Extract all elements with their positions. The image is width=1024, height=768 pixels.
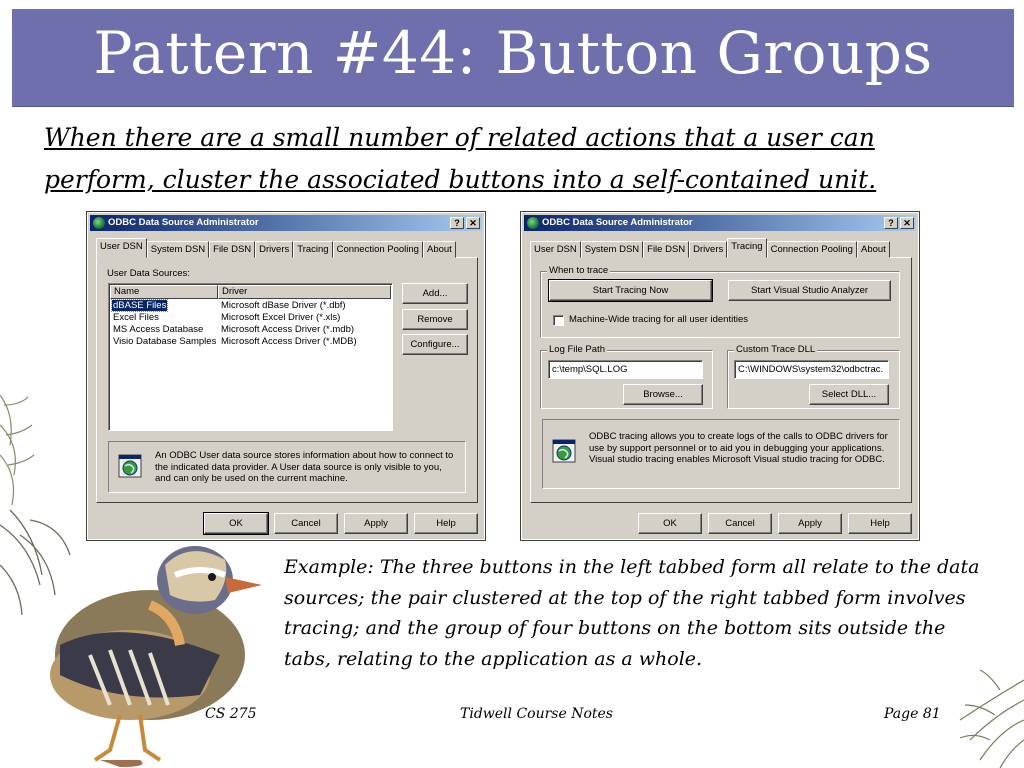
- cancel-button[interactable]: Cancel: [708, 513, 772, 534]
- info-line-3: and can only be used on the current machine.: [155, 473, 348, 484]
- tab-about[interactable]: About: [423, 241, 456, 258]
- tab-connection-pooling[interactable]: Connection Pooling: [333, 241, 423, 258]
- dialog-titlebar: [90, 215, 482, 231]
- ok-button[interactable]: OK: [204, 513, 268, 534]
- column-header-name[interactable]: Name: [110, 285, 218, 299]
- browse-button[interactable]: Browse...: [623, 384, 703, 405]
- apply-button[interactable]: Apply: [344, 513, 408, 534]
- tab-drivers[interactable]: Drivers: [255, 241, 293, 258]
- data-sources-list[interactable]: [108, 283, 393, 431]
- tab-connection-pooling[interactable]: Connection Pooling: [767, 241, 857, 258]
- odbc-globe-icon: [93, 217, 105, 229]
- remove-button[interactable]: Remove: [402, 309, 468, 330]
- list-item-driver: Microsoft Excel Driver (*.xls): [221, 312, 341, 323]
- machine-wide-label[interactable]: Machine-Wide tracing for all user identities: [569, 314, 748, 325]
- tab-file-dsn[interactable]: File DSN: [209, 241, 255, 258]
- odbc-database-icon: [551, 438, 577, 464]
- machine-wide-checkbox[interactable]: [553, 315, 564, 326]
- info-panel: [542, 419, 900, 489]
- info-line-2: the indicated data provider. A User data source is only visible to you,: [155, 461, 442, 473]
- tab-system-dsn[interactable]: System DSN: [581, 241, 643, 258]
- start-tracing-button[interactable]: Start Tracing Now: [549, 280, 712, 301]
- tab-strip: [530, 239, 890, 258]
- custom-trace-dll-input[interactable]: C:\WINDOWS\system32\odbctrac.: [734, 360, 889, 379]
- custom-trace-dll-label: Custom Trace DLL: [736, 344, 816, 355]
- plant-decoration-icon: [0, 375, 40, 515]
- subtitle-line-1: When there are a small number of related actions that a user can: [44, 123, 875, 152]
- when-to-trace-label: When to trace: [549, 265, 609, 276]
- example-text: Example: The three buttons in the left tabbed form all relate to the data sources; the pair clustered at the top of the right tabbed form involves tracing; and the group of four buttons on the bottom sits outside the tabs, relating to the application as a whole.: [284, 556, 980, 670]
- column-header-driver[interactable]: Driver: [218, 285, 391, 299]
- tab-drivers[interactable]: Drivers: [689, 241, 727, 258]
- log-file-path-label: Log File Path: [549, 344, 605, 355]
- tab-strip: [96, 239, 456, 258]
- odbc-globe-icon: [527, 217, 539, 229]
- list-item-driver: Microsoft Access Driver (*.mdb): [221, 324, 355, 335]
- info-line-2: use by support personnel or to aid you in debugging your applications.: [589, 442, 885, 454]
- ok-button[interactable]: OK: [638, 513, 702, 534]
- subtitle-line-2: perform, cluster the associated buttons into a self-contained unit.: [44, 165, 877, 194]
- log-file-path-input[interactable]: c:\temp\SQL.LOG: [548, 360, 703, 379]
- footer-course: CS 275: [205, 706, 257, 722]
- info-line-1: ODBC tracing allows you to create logs of the calls to ODBC drivers for: [589, 431, 888, 442]
- list-item-driver: Microsoft dBase Driver (*.dbf): [221, 300, 346, 311]
- configure-button[interactable]: Configure...: [402, 334, 468, 355]
- info-line-1: An ODBC User data source stores information about how to connect to: [155, 450, 454, 461]
- tab-user-dsn[interactable]: User DSN: [96, 238, 147, 258]
- odbc-database-icon: [117, 453, 143, 479]
- tab-tracing[interactable]: Tracing: [293, 241, 332, 258]
- help-title-button[interactable]: ?: [450, 217, 464, 229]
- help-button[interactable]: Help: [414, 513, 478, 534]
- tab-system-dsn[interactable]: System DSN: [147, 241, 209, 258]
- dialog-titlebar: [524, 215, 916, 231]
- help-title-button[interactable]: ?: [884, 217, 898, 229]
- info-line-3: Visual studio tracing enables Microsoft Visual studio tracing for ODBC.: [589, 454, 885, 465]
- odbc-dialog-user-dsn: [87, 212, 485, 540]
- list-item-name[interactable]: Visio Database Samples: [113, 336, 217, 347]
- mandarin-duck-illustration: [0, 505, 280, 768]
- cancel-button[interactable]: Cancel: [274, 513, 338, 534]
- start-vs-analyzer-button[interactable]: Start Visual Studio Analyzer: [728, 280, 891, 301]
- help-button[interactable]: Help: [848, 513, 912, 534]
- tab-about[interactable]: About: [857, 241, 890, 258]
- plant-decoration-icon: [940, 660, 1024, 768]
- dialog-title: ODBC Data Source Administrator: [542, 217, 693, 228]
- slide-subtitle: [44, 117, 974, 201]
- add-button[interactable]: Add...: [402, 283, 468, 304]
- tab-tracing[interactable]: Tracing: [727, 238, 766, 258]
- info-panel: [108, 441, 466, 493]
- close-title-button[interactable]: ✕: [900, 217, 914, 229]
- tab-file-dsn[interactable]: File DSN: [643, 241, 689, 258]
- footer-notes: Tidwell Course Notes: [460, 706, 613, 722]
- tab-user-dsn[interactable]: User DSN: [530, 241, 581, 258]
- footer-page-number: Page 81: [884, 706, 941, 722]
- close-title-button[interactable]: ✕: [466, 217, 480, 229]
- user-data-sources-label: User Data Sources:: [107, 268, 190, 279]
- apply-button[interactable]: Apply: [778, 513, 842, 534]
- slide-title-bar: [12, 9, 1014, 107]
- list-item-name[interactable]: dBASE Files: [113, 300, 167, 311]
- list-item-name[interactable]: MS Access Database: [113, 324, 204, 335]
- list-item-driver: Microsoft Access Driver (*.MDB): [221, 336, 357, 347]
- select-dll-button[interactable]: Select DLL...: [809, 384, 889, 405]
- dialog-title: ODBC Data Source Administrator: [108, 217, 259, 228]
- slide-title: Pattern #44: Button Groups: [93, 19, 933, 87]
- list-item-name[interactable]: Excel Files: [113, 312, 159, 323]
- odbc-dialog-tracing: [521, 212, 919, 540]
